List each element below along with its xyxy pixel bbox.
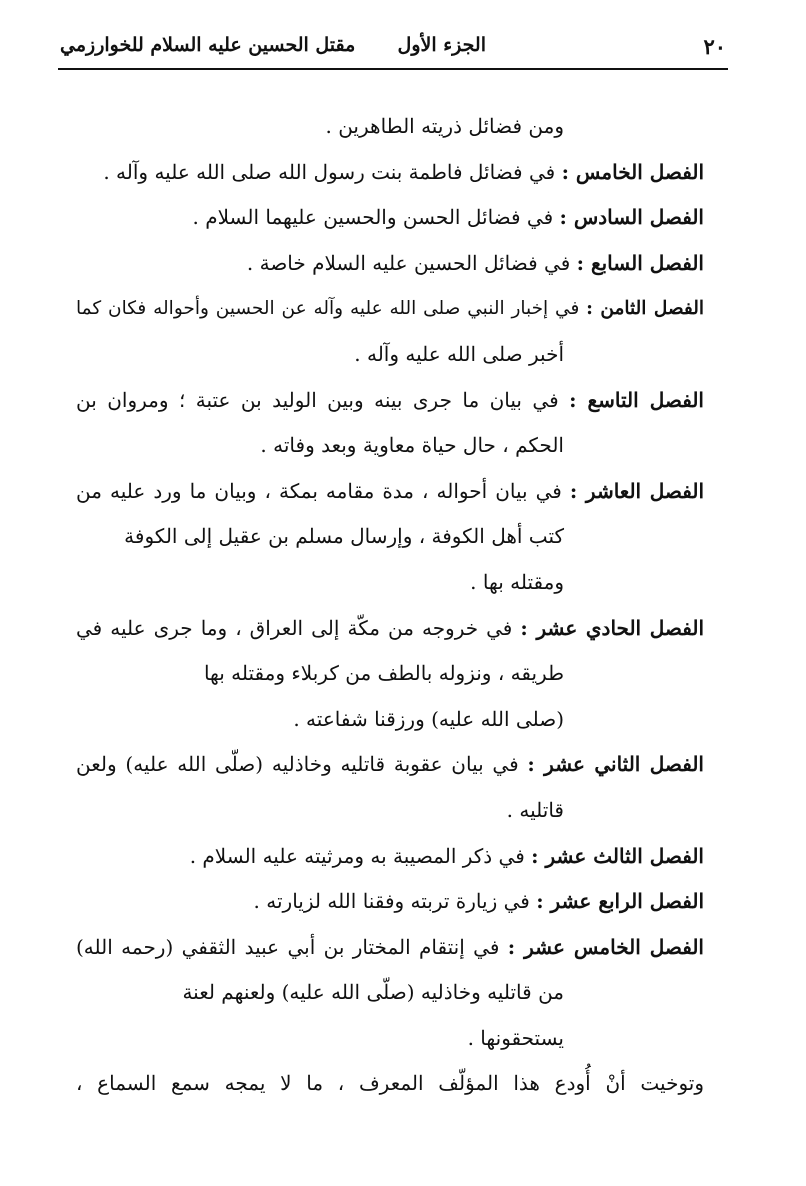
book-title: مقتل الحسين عليه السلام للخوارزمي [60, 34, 356, 56]
text-line: الحكم ، حال حياة معاوية وبعد وفاته . [260, 433, 564, 458]
chapter-entry [76, 469, 704, 515]
text-line: ومقتله بها . [470, 569, 564, 594]
chapter-heading: الفصل التاسع : [569, 387, 704, 412]
text-line: قاتليه . [506, 797, 564, 822]
chapter-text: في إنتقام المختار بن أبي عبيد الثقفي (رحمه الله) [76, 934, 508, 959]
chapter-text: في بيان أحواله ، مدة مقامه بمكة ، وبيان ما ورد عليه من [76, 478, 570, 503]
chapter-heading: الفصل الحادي عشر : [520, 615, 704, 640]
chapter-list [76, 104, 704, 1107]
chapter-text: في فضائل فاطمة بنت رسول الله صلى الله عليه وآله . [103, 159, 562, 184]
chapter-heading: الفصل الرابع عشر : [536, 889, 704, 914]
text-line: أخبر صلى الله عليه وآله . [354, 341, 564, 366]
running-header [60, 30, 726, 68]
chapter-entry [76, 241, 704, 287]
text-line: من قاتليه وخاذليه (صلّى الله عليه) ولعنهم لعنة [182, 980, 564, 1005]
text-line: طريقه ، ونزوله بالطف من كربلاء ومقتله بها [203, 661, 564, 686]
chapter-entry [76, 834, 704, 880]
chapter-entry [76, 606, 704, 652]
chapter-entry [76, 925, 704, 971]
text-line: ومن فضائل ذريته الطاهرين . [325, 114, 564, 138]
page-number: ٢٠ [703, 34, 726, 59]
chapter-text: في ذكر المصيبة به ومرثيته عليه السلام . [189, 843, 532, 868]
chapter-heading: الفصل الخامس عشر : [507, 934, 704, 959]
chapter-entry [76, 150, 704, 196]
chapter-heading: الفصل الثالث عشر : [531, 843, 704, 868]
chapter-entry [76, 378, 704, 424]
chapter-text: في بيان عقوبة قاتليه وخاذليه (صلّى الله عليه) ولعن [76, 752, 528, 777]
chapter-text: في بيان ما جرى بينه وبين الوليد بن عتبة ؛ ومروان بن [76, 387, 570, 412]
chapter-text: في إخبار النبي صلى الله عليه وآله عن الحسين وأحواله فكان كما [76, 298, 587, 320]
chapter-heading: الفصل العاشر : [569, 478, 704, 503]
text-line: كتب أهل الكوفة ، وإرسال مسلم بن عقيل إلى الكوفة [124, 524, 564, 549]
chapter-heading: الفصل الخامس : [561, 159, 704, 184]
text-line: وتوخيت أنْ أُودع هذا المؤلّف المعرف ، ما لا يمجه سمع السماع ، [76, 1071, 704, 1096]
chapter-text: في فضائل الحسين عليه السلام خاصة . [246, 250, 577, 275]
chapter-text: في زيارة تربته وفقنا الله لزيارته . [253, 889, 537, 914]
chapter-entry [76, 879, 704, 925]
header-rule [58, 68, 728, 70]
chapter-text: في خروجه من مكّة إلى العراق ، وما جرى عليه في [76, 615, 521, 640]
chapter-entry [76, 286, 704, 332]
chapter-heading: الفصل السابع : [576, 250, 704, 275]
text-line: يستحقونها . [467, 1025, 564, 1050]
chapter-entry [76, 742, 704, 788]
text-line: (صلى الله عليه) ورزقنا شفاعته . [293, 706, 564, 731]
chapter-heading: الفصل الثامن : [586, 298, 704, 320]
chapter-entry [76, 195, 704, 241]
chapter-heading: الفصل السادس : [559, 205, 704, 230]
chapter-text: في فضائل الحسن والحسين عليهما السلام . [192, 205, 560, 230]
chapter-heading: الفصل الثاني عشر : [527, 752, 704, 777]
part-label: الجزء الأول [397, 34, 486, 56]
